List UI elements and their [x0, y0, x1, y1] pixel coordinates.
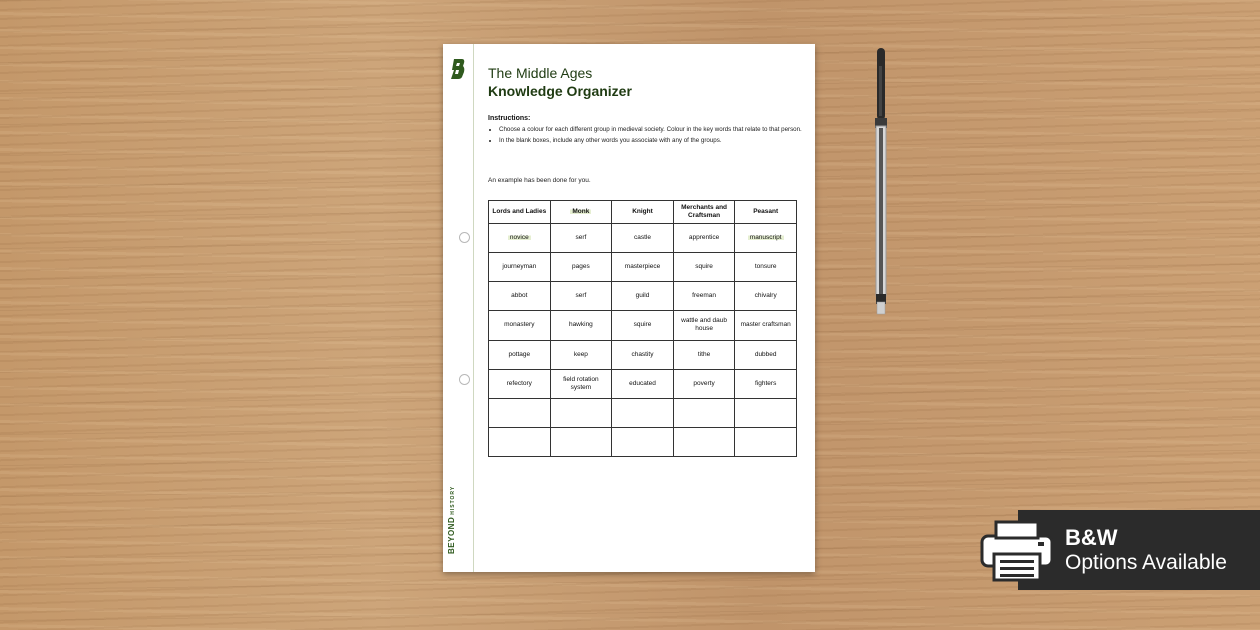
- punch-hole-top: [459, 232, 470, 243]
- blank-cell: [489, 427, 551, 456]
- table-row: [489, 311, 797, 340]
- table-cell: chivalry: [735, 282, 797, 311]
- blank-cell: [550, 398, 612, 427]
- ballpoint-pen-icon: [868, 46, 894, 318]
- table-cell: pottage: [489, 340, 551, 369]
- table-row: [489, 340, 797, 369]
- table-cell: educated: [612, 369, 674, 398]
- instruction-item: • In the blank boxes, include any other words you associate with any of the groups.: [499, 137, 811, 146]
- table-row: [489, 369, 797, 398]
- table-cell: serf: [550, 282, 612, 311]
- table-cell: field rotation system: [550, 369, 612, 398]
- table-cell: tithe: [673, 340, 735, 369]
- beyond-logo-icon: [450, 58, 466, 80]
- blank-cell: [489, 398, 551, 427]
- brand-wordmark: [447, 486, 456, 554]
- table-cell: tonsure: [735, 253, 797, 282]
- column-header-knight: Knight: [612, 201, 674, 224]
- page-title-line2: Knowledge Organizer: [488, 83, 632, 99]
- table-cell: dubbed: [735, 340, 797, 369]
- brand-name: BEYOND: [447, 516, 456, 554]
- table-cell: fighters: [735, 369, 797, 398]
- table-cell: journeyman: [489, 253, 551, 282]
- margin-line: [473, 44, 474, 572]
- bw-options-badge: [1018, 510, 1260, 590]
- badge-title: B&W: [1065, 525, 1118, 550]
- badge-subtitle: Options Available: [1065, 551, 1227, 574]
- table-cell: squire: [612, 311, 674, 340]
- table-cell: [489, 224, 551, 253]
- blank-cell: [735, 427, 797, 456]
- blank-cell: [735, 398, 797, 427]
- brand-subject: HISTORY: [450, 485, 456, 515]
- punch-hole-bottom: [459, 374, 470, 385]
- printer-icon: [980, 518, 1054, 582]
- table-cell: guild: [612, 282, 674, 311]
- column-header-monk: [550, 201, 612, 224]
- header-text: Monk: [572, 208, 590, 215]
- table-cell: refectory: [489, 369, 551, 398]
- highlighted-word: manuscript: [749, 234, 782, 242]
- page-title-line1: The Middle Ages: [488, 65, 593, 81]
- blank-cell: [673, 427, 735, 456]
- worksheet-page: [443, 44, 815, 572]
- table-cell: wattle and daub house: [673, 311, 735, 340]
- table-header-row: [489, 201, 797, 224]
- table-cell: monastery: [489, 311, 551, 340]
- instructions-list: [488, 126, 811, 147]
- table-cell: hawking: [550, 311, 612, 340]
- blank-cell: [612, 398, 674, 427]
- blank-cell: [612, 427, 674, 456]
- table-cell: apprentice: [673, 224, 735, 253]
- table-cell: keep: [550, 340, 612, 369]
- table-cell: masterpiece: [612, 253, 674, 282]
- table-cell: freeman: [673, 282, 735, 311]
- highlighted-word: novice: [509, 234, 529, 242]
- blank-cell: [673, 398, 735, 427]
- instructions-heading: Instructions:: [488, 115, 531, 122]
- example-note: An example has been done for you.: [488, 177, 591, 184]
- knowledge-organizer-table: [488, 200, 797, 457]
- table-row: [489, 224, 797, 253]
- table-cell: master craftsman: [735, 311, 797, 340]
- table-cell: squire: [673, 253, 735, 282]
- table-cell: [735, 224, 797, 253]
- table-row-blank: [489, 427, 797, 456]
- table-cell: poverty: [673, 369, 735, 398]
- column-header-lords: Lords and Ladies: [489, 201, 551, 224]
- table-cell: serf: [550, 224, 612, 253]
- table-row-blank: [489, 398, 797, 427]
- column-header-merchants: Merchants and Craftsman: [673, 201, 735, 224]
- blank-cell: [550, 427, 612, 456]
- table-cell: abbot: [489, 282, 551, 311]
- table-row: [489, 282, 797, 311]
- column-header-peasant: Peasant: [735, 201, 797, 224]
- table-cell: castle: [612, 224, 674, 253]
- table-row: [489, 253, 797, 282]
- table-cell: pages: [550, 253, 612, 282]
- table-cell: chastity: [612, 340, 674, 369]
- instruction-item: • Choose a colour for each different group in medieval society. Colour in the key words that relate to that person.: [499, 126, 811, 135]
